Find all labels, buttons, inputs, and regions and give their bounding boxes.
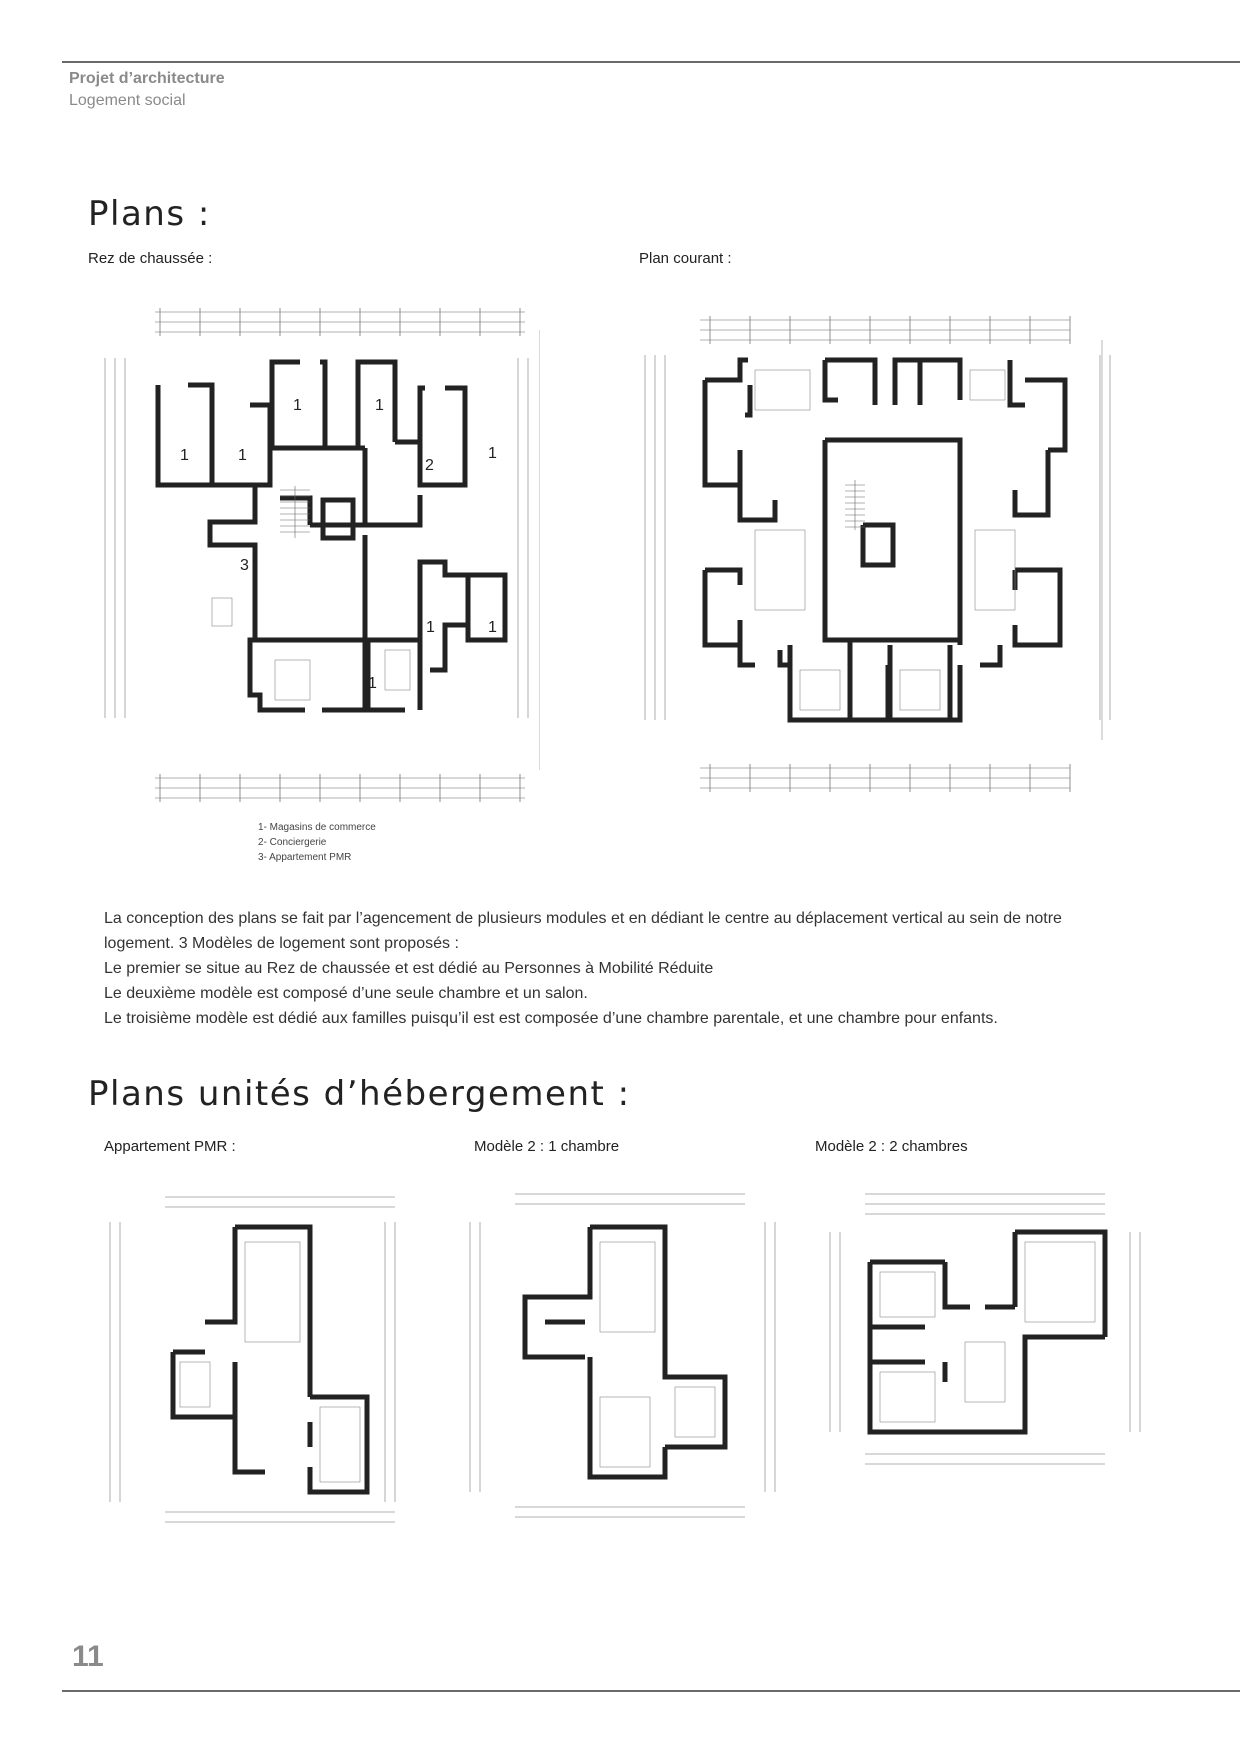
description-line: La conception des plans se fait par l’agencement de plusieurs modules et en dédiant le centre au déplacement vertical au sein de notre [104, 910, 1062, 927]
room-number: 2 [425, 457, 434, 474]
room-number: 1 [488, 445, 497, 462]
legend-item: 1- Magasins de commerce [258, 822, 376, 833]
room-number: 1 [375, 397, 384, 414]
legend-item: 3- Appartement PMR [258, 852, 352, 863]
description-paragraph [104, 906, 1154, 1031]
room-number: 1 [238, 447, 247, 464]
legend-item: 2- Conciergerie [258, 837, 327, 848]
top-rule [62, 61, 1240, 63]
ground-floor-label: Rez de chaussée : [88, 250, 213, 267]
room-number: 1 [293, 397, 302, 414]
plans-heading: Plans : [88, 194, 211, 234]
ground-floor-legend [258, 820, 376, 865]
description-line: logement. 3 Modèles de logement sont proposés : [104, 935, 459, 952]
two-bedroom-unit-plan [825, 1182, 1155, 1482]
typical-floor-label: Plan courant : [639, 250, 732, 267]
unit-label-2-bedrooms: Modèle 2 : 2 chambres [815, 1138, 968, 1155]
typical-floor-plan [640, 310, 1120, 810]
project-title: Projet d’architecture [69, 70, 225, 87]
description-line: Le premier se situe au Rez de chaussée et est dédié au Personnes à Mobilité Réduite [104, 960, 714, 977]
unit-label-1-bedroom: Modèle 2 : 1 chambre [474, 1138, 620, 1155]
ground-floor-plan [100, 300, 540, 815]
project-subtitle: Logement social [69, 92, 186, 109]
room-number: 1 [426, 619, 435, 636]
page-number: 11 [72, 1640, 104, 1673]
room-number: 3 [240, 557, 249, 574]
room-number: 1 [368, 675, 377, 692]
room-number: 1 [488, 619, 497, 636]
description-line: Le troisième modèle est dédié aux familles puisqu’il est est composée d’une chambre parentale, et une chambre pour enfants. [104, 1010, 998, 1027]
bottom-rule [62, 1690, 1240, 1692]
unit-label-pmr: Appartement PMR : [104, 1138, 236, 1155]
one-bedroom-unit-plan [465, 1182, 785, 1542]
description-line: Le deuxième modèle est composé d’une seule chambre et un salon. [104, 985, 588, 1002]
room-number: 1 [180, 447, 189, 464]
units-heading: Plans unités d’hébergement : [88, 1074, 631, 1114]
pmr-unit-plan [105, 1182, 435, 1542]
